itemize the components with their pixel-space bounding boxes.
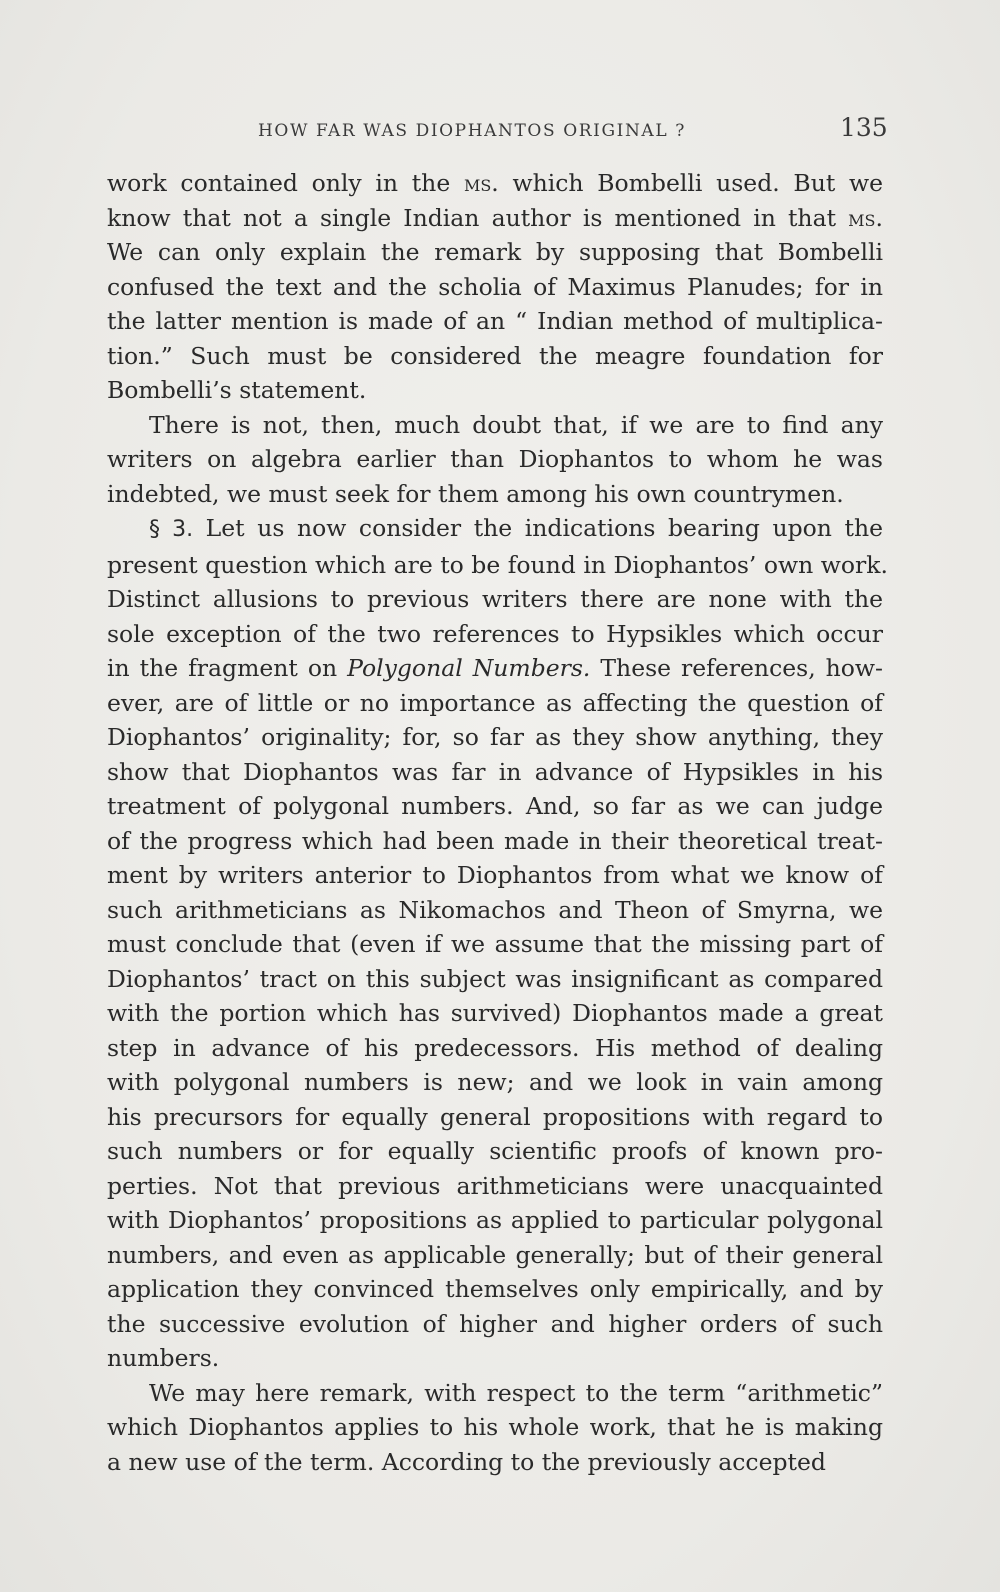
text-line: work contained only in the ms. which Bombelli used. But we xyxy=(107,169,883,197)
text-line: must conclude that (even if we assume that the missing part of xyxy=(107,930,883,958)
text-line: numbers, and even as applicable generally; but of their general xyxy=(107,1240,883,1269)
running-header xyxy=(0,113,1000,153)
text-line: numbers. xyxy=(107,1344,220,1372)
text-line: in the fragment on Polygonal Numbers. These references, how- xyxy=(107,654,883,682)
text-line: step in advance of his predecessors. His method of dealing xyxy=(107,1033,883,1062)
text-line: Diophantos’ tract on this subject was insignificant as compared xyxy=(107,964,883,993)
paragraph xyxy=(107,511,888,1376)
text-line: such numbers or for equally scientific proofs of known pro- xyxy=(107,1137,883,1165)
text-line: present question which are to be found in Diophantos’ own work. xyxy=(107,550,888,579)
text-line: § 3. Let us now consider the indications bearing upon the xyxy=(149,514,883,542)
text-line: such arithmeticians as Nikomachos and Theon of Smyrna, we xyxy=(107,895,883,924)
text-line: writers on algebra earlier than Diophantos to whom he was xyxy=(107,445,883,473)
text-line: There is not, then, much doubt that, if we are to find any xyxy=(149,410,883,439)
text-line: application they convinced themselves only empirically, and by xyxy=(107,1275,883,1303)
text-line: perties. Not that previous arithmeticians were unacquainted xyxy=(107,1171,883,1200)
text-line: Distinct allusions to previous writers there are none with the xyxy=(107,585,883,613)
text-line: a new use of the term. According to the previously accepted xyxy=(107,1447,826,1476)
text-line: with the portion which has survived) Diophantos made a great xyxy=(107,999,883,1027)
text-line: with polygonal numbers is new; and we look in vain among xyxy=(107,1068,883,1096)
text-line: ment by writers anterior to Diophantos from what we know of xyxy=(107,861,883,889)
body-text xyxy=(107,166,888,1479)
paragraph xyxy=(107,1376,883,1480)
text-line: We can only explain the remark by supposing that Bombelli xyxy=(107,238,883,266)
text-line: Bombelli’s statement. xyxy=(107,376,367,404)
running-title: HOW FAR WAS DIOPHANTOS ORIGINAL ? xyxy=(258,121,686,141)
text-line: show that Diophantos was far in advance of Hypsikles in his xyxy=(107,757,883,786)
text-line: the latter mention is made of an “ Indian method of multiplica- xyxy=(107,307,883,335)
text-line: indebted, we must seek for them among his own countrymen. xyxy=(107,479,844,508)
page-number: 135 xyxy=(840,113,888,142)
text-line: know that not a single Indian author is mentioned in that ms. xyxy=(107,203,883,232)
text-line: of the progress which had been made in their theoretical treat- xyxy=(107,826,883,855)
paragraph xyxy=(107,166,883,408)
text-line: the successive evolution of higher and higher orders of such xyxy=(107,1309,883,1338)
text-line: confused the text and the scholia of Maximus Planudes; for in xyxy=(107,272,883,301)
text-line: his precursors for equally general propositions with regard to xyxy=(107,1102,883,1131)
text-line: with Diophantos’ propositions as applied to particular polygonal xyxy=(107,1206,883,1234)
text-line: We may here remark, with respect to the term “arithmetic” xyxy=(149,1378,883,1407)
text-line: sole exception of the two references to Hypsikles which occur xyxy=(107,619,883,648)
paragraph xyxy=(107,408,883,512)
text-line: Diophantos’ originality; for, so far as they show anything, they xyxy=(107,723,883,751)
text-line: tion.” Such must be considered the meagre foundation for xyxy=(107,341,883,370)
text-line: which Diophantos applies to his whole work, that he is making xyxy=(107,1413,883,1441)
text-line: ever, are of little or no importance as affecting the question of xyxy=(107,688,883,717)
text-line: treatment of polygonal numbers. And, so far as we can judge xyxy=(107,792,883,820)
